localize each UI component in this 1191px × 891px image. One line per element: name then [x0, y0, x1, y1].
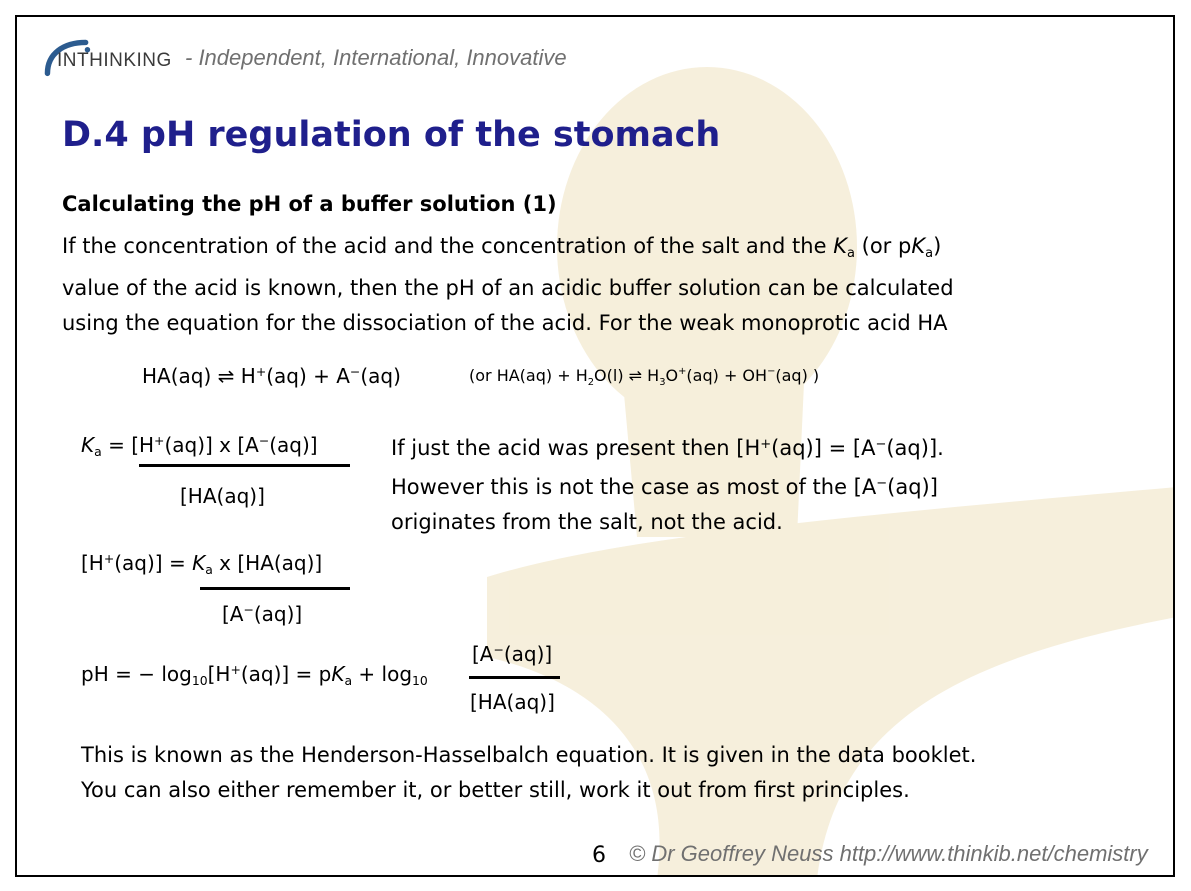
h-fraction-bar [200, 587, 350, 590]
copyright-link[interactable]: © Dr Geoffrey Neuss http://www.thinkib.net/chemistry [629, 841, 1148, 866]
ph-fraction-bar [469, 676, 560, 679]
page-title: D.4 pH regulation of the stomach [62, 115, 721, 155]
conclusion-line-2: You can also either remember it, or better still, work it out from first principles. [81, 778, 910, 802]
intro-line-2: value of the acid is known, then the pH of an acidic buffer solution can be calculated [62, 276, 954, 300]
section-subtitle: Calculating the pH of a buffer solution (1) [62, 192, 557, 216]
ph-fraction-denominator: [HA(aq)] [470, 690, 555, 714]
explanation-line-2: However this is not the case as most of the [A−(aq)] [391, 475, 938, 499]
conclusion-line-1: This is known as the Henderson-Hasselbalch equation. It is given in the data booklet. [81, 743, 977, 767]
ka-expression-numerator: $K_a = [H^+(aq)]$ x [A−(aq)] [81, 433, 318, 459]
h-expression-numerator: $[H^+(aq)] = K_a$ x [HA(aq)] [81, 551, 323, 577]
ka-expression-denominator: [HA(aq)] [180, 484, 265, 508]
explanation-line-3: originates from the salt, not the acid. [391, 510, 783, 534]
intro-paragraph [62, 229, 954, 341]
conclusion-text [81, 738, 976, 808]
page-number: 6 [592, 843, 606, 868]
ka-fraction-bar [139, 464, 350, 467]
explanation-line-1: If just the acid was present then [H+(aq)] = [A−(aq)]. [391, 436, 944, 460]
tagline: - Independent, International, Innovative [185, 45, 567, 70]
slide [15, 15, 1175, 877]
intro-line-1: If the concentration of the acid and the concentration of the salt and the $K_a$ (or $pK_a$) [62, 234, 942, 261]
explanation-text [391, 427, 944, 540]
logo-text: INTHINKING [57, 50, 172, 71]
h-expression-denominator: [A−(aq)] [222, 602, 303, 626]
equilibrium-alternative: (or $HA(aq) + H_2O(l)$ ⇌ $H_3O^+(aq) + OH^-(aq)$ ) [469, 366, 820, 388]
equilibrium-equation: HA(aq) ⇌ H+(aq) + A−(aq) [142, 364, 401, 388]
ph-expression: pH = − $\log_{10}[H^+(aq)] = pK_a + \log_{10}$ [81, 662, 428, 688]
ph-fraction-numerator: [A−(aq)] [472, 642, 553, 666]
intro-line-3: using the equation for the dissociation of the acid. For the weak monoprotic acid HA [62, 311, 948, 335]
